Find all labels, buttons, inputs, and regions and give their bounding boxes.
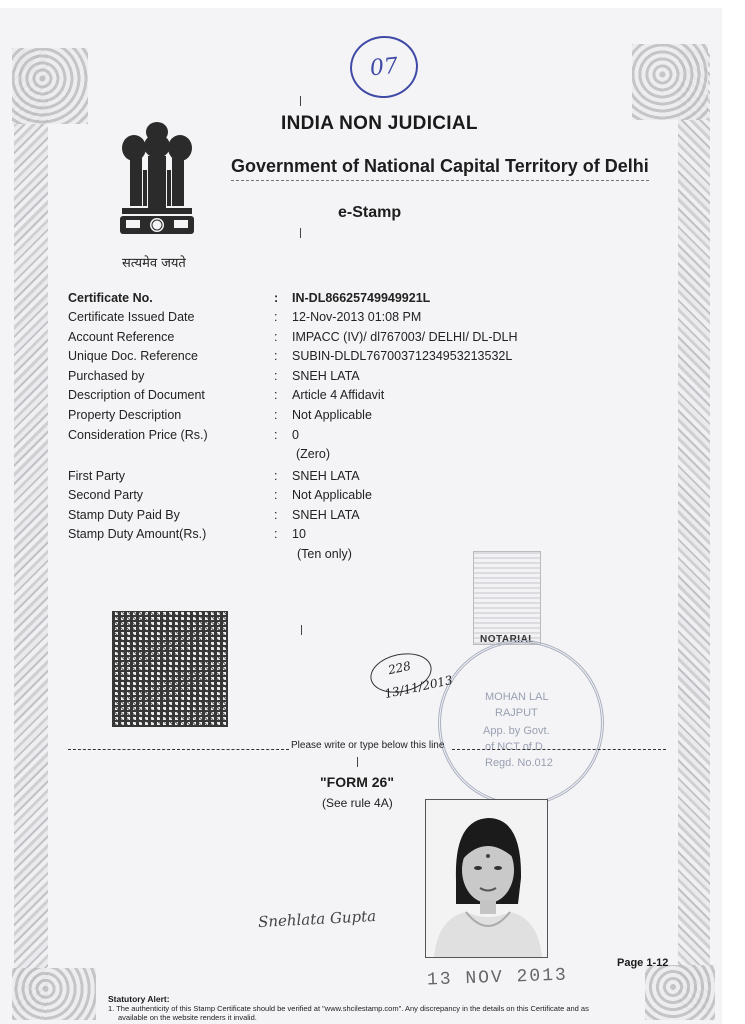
field-label: First Party bbox=[68, 469, 125, 483]
field-label: Purchased by bbox=[68, 369, 145, 383]
form-rule: (See rule 4A) bbox=[322, 796, 393, 810]
field-value: 0 bbox=[292, 428, 299, 442]
field-label: Certificate Issued Date bbox=[68, 310, 195, 324]
field-value: IMPACC (IV)/ dl767003/ DELHI/ DL-DLH bbox=[292, 330, 518, 344]
decorative-corner-bottom-right bbox=[645, 965, 715, 1020]
statutory-alert-line: 1. The authenticity of this Stamp Certificate should be verified at "www.shcilestamp.com". Any discrepancy in the details on this Certificate and as bbox=[108, 1004, 589, 1013]
field-separator: : bbox=[274, 469, 278, 483]
field-label: Stamp Duty Paid By bbox=[68, 508, 180, 522]
field-value: IN-DL86625749949921L bbox=[292, 291, 431, 305]
stamp-line: MOHAN LAL bbox=[485, 691, 549, 703]
registration-date: 13/11/2013 bbox=[383, 672, 454, 702]
applicant-signature: Snehlata Gupta bbox=[257, 906, 377, 932]
field-label: Description of Document bbox=[68, 388, 205, 402]
field-value-words: (Zero) bbox=[296, 447, 331, 461]
field-separator: : bbox=[274, 369, 278, 383]
stamp-line: App. by Govt. bbox=[483, 725, 550, 737]
field-separator: : bbox=[274, 428, 278, 442]
field-label: Second Party bbox=[68, 488, 144, 502]
decorative-border-right bbox=[678, 50, 710, 1010]
form-title: "FORM 26" bbox=[320, 774, 394, 790]
field-value: 12-Nov-2013 01:08 PM bbox=[292, 310, 422, 324]
mark-tick bbox=[300, 228, 301, 238]
government-title: Government of National Capital Territory of Delhi bbox=[231, 156, 649, 181]
field-value: SUBIN-DLDL76700371234953213532L bbox=[292, 349, 513, 363]
handwritten-page-number: 07 bbox=[347, 33, 421, 102]
field-label: Account Reference bbox=[68, 330, 175, 344]
decorative-corner-bottom-left bbox=[12, 968, 96, 1020]
field-label: Property Description bbox=[68, 408, 182, 422]
divider-line-left bbox=[68, 749, 289, 750]
notary-round-stamp bbox=[438, 640, 604, 806]
decorative-border-left bbox=[14, 50, 48, 1010]
field-label: Stamp Duty Amount(Rs.) bbox=[68, 527, 207, 541]
applicant-photo bbox=[425, 799, 548, 958]
registration-number: 228 bbox=[386, 658, 413, 678]
date-stamp: 13 NOV 2013 bbox=[426, 965, 569, 991]
notarial-label: NOTARIAL bbox=[480, 634, 535, 645]
write-below-instruction: Please write or type below this line bbox=[291, 740, 445, 751]
statutory-alert-title: Statutory Alert: bbox=[108, 994, 170, 1004]
notarial-seal-stamp bbox=[473, 551, 541, 645]
field-separator: : bbox=[274, 408, 278, 422]
stamp-line: Regd. No.012 bbox=[485, 757, 553, 769]
field-value: 10 bbox=[292, 527, 306, 541]
field-value: SNEH LATA bbox=[292, 508, 360, 522]
field-separator: : bbox=[274, 508, 278, 522]
decorative-corner-top-left bbox=[12, 48, 88, 124]
field-value: Article 4 Affidavit bbox=[292, 388, 385, 402]
field-separator: : bbox=[274, 349, 278, 363]
field-label: Consideration Price (Rs.) bbox=[68, 428, 208, 442]
field-label: Certificate No. bbox=[68, 291, 153, 305]
field-separator: : bbox=[274, 527, 278, 541]
mark-tick bbox=[357, 757, 358, 767]
document-title: INDIA NON JUDICIAL bbox=[281, 113, 478, 134]
qr-code bbox=[112, 611, 228, 727]
stamp-line: RAJPUT bbox=[495, 707, 538, 719]
emblem-motto: सत्यमेव जयते bbox=[122, 256, 186, 271]
field-value-words: (Ten only) bbox=[297, 547, 352, 561]
field-value: Not Applicable bbox=[292, 488, 372, 502]
field-separator: : bbox=[274, 310, 278, 324]
field-separator: : bbox=[274, 291, 279, 305]
stamp-line: of NCT of D. bbox=[485, 741, 546, 753]
field-value: Not Applicable bbox=[292, 408, 372, 422]
mark-tick bbox=[301, 625, 302, 635]
stamp-type: e-Stamp bbox=[338, 204, 402, 221]
field-separator: : bbox=[274, 488, 278, 502]
field-value: SNEH LATA bbox=[292, 469, 360, 483]
page-number: Page 1-12 bbox=[617, 957, 669, 969]
field-label: Unique Doc. Reference bbox=[68, 349, 198, 363]
field-value: SNEH LATA bbox=[292, 369, 360, 383]
statutory-alert-line: available on the website renders it invalid. bbox=[118, 1013, 257, 1022]
mark-tick bbox=[300, 96, 301, 106]
decorative-corner-top-right bbox=[632, 44, 708, 120]
field-separator: : bbox=[274, 330, 278, 344]
national-emblem-icon bbox=[110, 118, 204, 250]
person-photo-icon bbox=[426, 800, 547, 957]
field-separator: : bbox=[274, 388, 278, 402]
divider-line-right bbox=[452, 749, 666, 750]
